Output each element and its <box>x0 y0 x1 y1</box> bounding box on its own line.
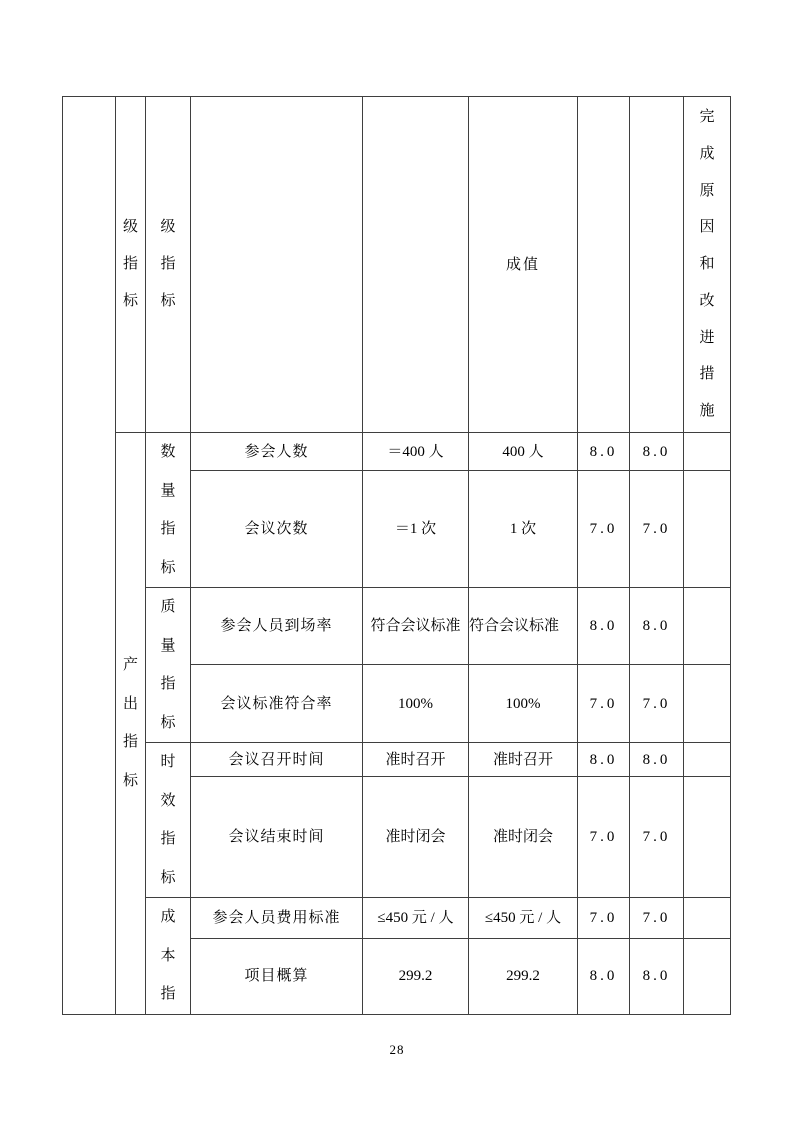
note-cell <box>684 588 731 665</box>
note-cell <box>684 939 731 1014</box>
note-cell <box>684 433 731 471</box>
header-target-cell <box>363 97 469 433</box>
section-timeliness-label: 时效指标 <box>160 754 176 886</box>
table-row <box>63 588 731 665</box>
header-reason-cell <box>684 97 731 433</box>
note-cell <box>684 898 731 939</box>
table-row <box>63 743 731 777</box>
target-cell: 100% <box>363 665 469 743</box>
completion-cell: 299.2 <box>469 939 578 1014</box>
left-merged-cell <box>63 97 116 1015</box>
score1-cell: 8.0 <box>578 939 630 1014</box>
section-quality-cell <box>146 588 191 743</box>
score2-cell: 7.0 <box>630 665 684 743</box>
score2-cell: 8.0 <box>630 433 684 471</box>
note-cell <box>684 665 731 743</box>
section-cost-cell <box>146 898 191 1015</box>
completion-cell: 1 次 <box>469 471 578 588</box>
score1-cell: 8.0 <box>578 588 630 665</box>
header-level1-cell <box>116 97 146 433</box>
header-indicator-name-cell <box>191 97 363 433</box>
category-cell <box>116 433 146 1015</box>
completion-cell: ≤450 元 / 人 <box>469 898 578 939</box>
target-cell: 299.2 <box>363 939 469 1014</box>
completion-cell: 准时闭会 <box>469 777 578 898</box>
header-score2-cell <box>630 97 684 433</box>
score1-cell: 7.0 <box>578 471 630 588</box>
score2-cell: 7.0 <box>630 777 684 898</box>
indicator-cell: 参会人数 <box>191 433 363 471</box>
category-label: 产出指标 <box>122 657 138 789</box>
indicator-cell: 参会人员费用标准 <box>191 898 363 939</box>
section-timeliness-cell <box>146 743 191 898</box>
indicator-cell: 会议召开时间 <box>191 743 363 777</box>
score2-cell: 8.0 <box>630 588 684 665</box>
section-cost-label: 成本指 <box>160 909 176 1002</box>
header-level2-cell <box>146 97 191 433</box>
score1-cell: 7.0 <box>578 665 630 743</box>
indicator-cell: 会议结束时间 <box>191 777 363 898</box>
section-quantity-label: 数量指标 <box>160 444 176 576</box>
indicator-cell: 参会人员到场率 <box>191 588 363 665</box>
completion-cell: 100% <box>469 665 578 743</box>
score1-cell: 7.0 <box>578 898 630 939</box>
completion-cell: 符合会议标准 <box>469 588 578 665</box>
table-header-row <box>63 97 731 433</box>
target-cell: ≤450 元 / 人 <box>363 898 469 939</box>
indicator-cell: 项目概算 <box>191 939 363 1014</box>
table-row <box>63 898 731 939</box>
note-cell <box>684 743 731 777</box>
target-cell: ＝400 人 <box>363 433 469 471</box>
header-level2-label: 级指标 <box>160 219 176 309</box>
section-quality-label: 质量指标 <box>160 599 176 731</box>
performance-indicator-table <box>62 96 731 1015</box>
target-cell: 符合会议标准 <box>363 588 469 665</box>
header-reason-label: 完成原因和改进措施 <box>699 109 715 419</box>
page-number: 28 <box>389 1042 405 1057</box>
score2-cell: 7.0 <box>630 898 684 939</box>
target-cell: 准时召开 <box>363 743 469 777</box>
indicator-cell: 会议次数 <box>191 471 363 588</box>
header-level1-label: 级指标 <box>122 219 138 309</box>
completion-cell: 400 人 <box>469 433 578 471</box>
score1-cell: 7.0 <box>578 777 630 898</box>
target-cell: 准时闭会 <box>363 777 469 898</box>
header-score1-cell <box>578 97 630 433</box>
completion-cell: 准时召开 <box>469 743 578 777</box>
indicator-cell: 会议标准符合率 <box>191 665 363 743</box>
target-cell: ＝1 次 <box>363 471 469 588</box>
score2-cell: 7.0 <box>630 471 684 588</box>
table-row <box>63 433 731 471</box>
note-cell <box>684 471 731 588</box>
score1-cell: 8.0 <box>578 743 630 777</box>
score1-cell: 8.0 <box>578 433 630 471</box>
section-quantity-cell <box>146 433 191 588</box>
score2-cell: 8.0 <box>630 939 684 1014</box>
score2-cell: 8.0 <box>630 743 684 777</box>
header-completion-cell: 成值 <box>469 97 578 433</box>
note-cell <box>684 777 731 898</box>
